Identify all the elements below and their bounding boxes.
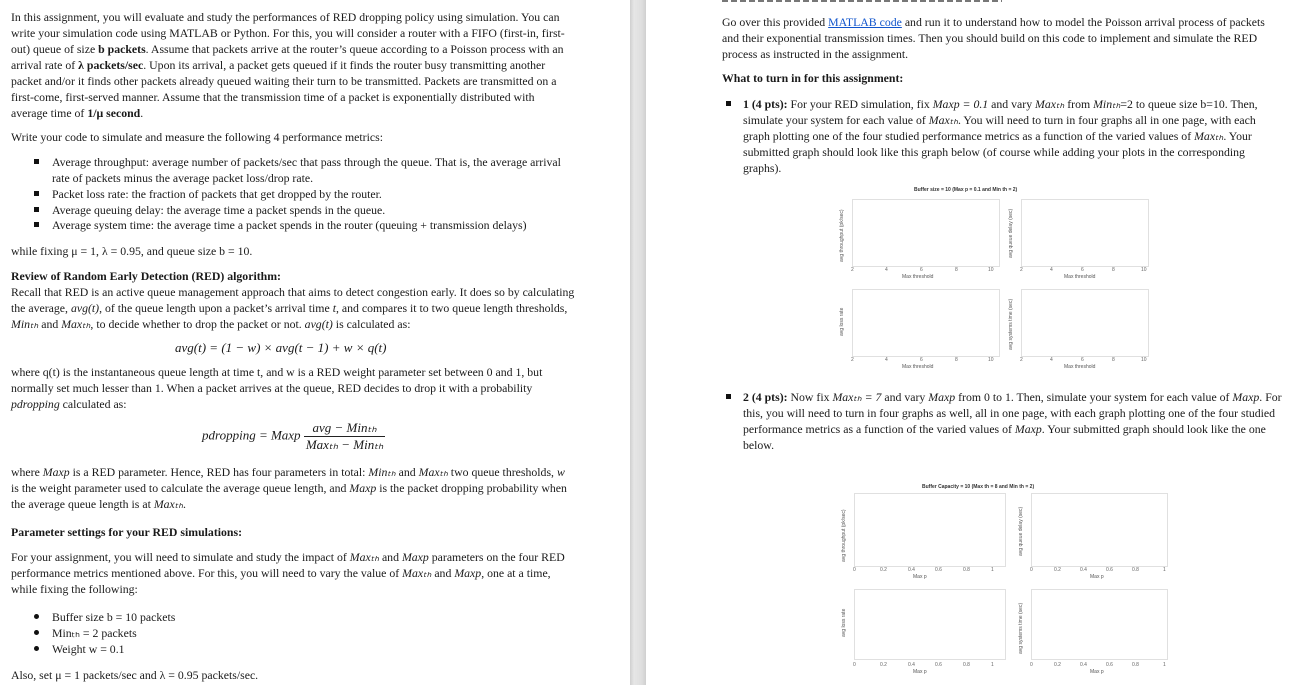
cut-off-top-line: [722, 0, 1002, 2]
item1-paragraph: 1 (4 pts): For your RED simulation, fix Maxp = 0.1 and vary Maxₜₕ from Minₜₕ=2 to queue size b=10. Then, simulate your system for each value of Maxₜₕ. You will need to turn in four graphs all in one page, with each graph plotting one of the four studied performance metrics as a function of the varied values of Maxₜₕ. Your submitted graph should look like this graph below (of course while adding your plots in the corresponding graphs).: [743, 97, 1258, 175]
chart1-xtick: 4: [885, 267, 888, 273]
turn-in-heading: What to turn in for this assignment:: [722, 71, 904, 85]
chart2-xtick: 0: [1030, 662, 1033, 668]
chart2-xtick: 0.4: [908, 662, 915, 668]
bullet-icon: [34, 614, 39, 619]
chart2-ylabel-throughput: avg throughput (pk/sec): [841, 509, 847, 562]
chart2-xlabel: Max p: [913, 669, 927, 675]
metric-item: Average system time: the average time a packet spends in the router (queuing + transmission delays): [52, 218, 527, 232]
chart2-xtick: 0.8: [1132, 567, 1139, 573]
metric-item: Packet loss rate: the fraction of packets that get dropped by the router.: [52, 187, 382, 201]
also-set-text: Also, set μ = 1 packets/sec and λ = 0.95 packets/sec.: [11, 668, 259, 682]
chart1-ylabel-system-time: avg systems time (sec): [1008, 298, 1014, 350]
chart1-xtick: 2: [1020, 267, 1023, 273]
chart2-xtick: 0.6: [935, 662, 942, 668]
right-page: [646, 0, 1305, 685]
fixing-text: while fixing μ = 1, λ = 0.95, and queue size b = 10.: [11, 244, 253, 258]
avg-equation: avg(t) = (1 − w) × avg(t − 1) + w × q(t): [175, 340, 387, 355]
fixed-param-item: Minₜₕ = 2 packets: [52, 626, 137, 640]
bullet-icon: [726, 101, 731, 106]
chart2-xtick: 0: [853, 662, 856, 668]
bullet-icon: [726, 394, 731, 399]
chart1-xtick: 8: [955, 357, 958, 363]
chart1-panel-queue-delay: [1021, 199, 1149, 267]
bullet-icon: [34, 222, 39, 227]
chart2-xtick: 0.2: [1054, 662, 1061, 668]
chart1-xlabel: Max threshold: [1064, 364, 1096, 370]
chart2-xtick: 0.6: [935, 567, 942, 573]
bullet-icon: [34, 191, 39, 196]
chart2-xtick: 0.4: [1080, 662, 1087, 668]
chart2-ylabel-loss-rate: avg loss rate: [841, 608, 847, 637]
fixed-param-item: Buffer size b = 10 packets: [52, 610, 176, 624]
chart1-xtick: 10: [1141, 357, 1147, 363]
chart2-xtick: 0.6: [1106, 662, 1113, 668]
chart2-panel-throughput: [854, 493, 1006, 567]
chart1-ylabel-throughput: avg throughput (pk/sec): [839, 209, 845, 262]
chart1-xtick: 2: [851, 357, 854, 363]
chart1-xtick: 8: [955, 267, 958, 273]
chart2-xtick: 0.2: [1054, 567, 1061, 573]
where-q-paragraph: where q(t) is the instantaneous queue length at time t, and w is a RED weight parameter set between 0 and 1, but normally set much lesser than 1. When a packet arrives at the queue, RED decides to drop it with a probability pdropping calculated as:: [11, 365, 543, 411]
left-page: [0, 0, 630, 685]
chart1-panel-throughput: [852, 199, 1000, 267]
param-heading: Parameter settings for your RED simulations:: [11, 525, 243, 539]
bullet-icon: [34, 630, 39, 635]
where-maxp-paragraph: where Maxp is a RED parameter. Hence, RED has four parameters in total: Minₜₕ and Maxₜₕ two queue thresholds, w is the weight parameter used to calculate the average queue length, and Maxp is the packet dropping probability when the average queue length is at Maxₜₕ.: [11, 465, 567, 511]
fixed-param-item: Weight w = 0.1: [52, 642, 125, 656]
chart1-panel-loss-rate: [852, 289, 1000, 357]
chart2-xtick: 0.2: [880, 662, 887, 668]
chart1-xtick: 10: [1141, 267, 1147, 273]
chart1-xtick: 6: [920, 357, 923, 363]
chart1-xtick: 6: [1081, 267, 1084, 273]
chart2-xlabel: Max p: [1090, 574, 1104, 580]
chart2-xtick: 0.4: [908, 567, 915, 573]
chart1-xtick: 8: [1112, 267, 1115, 273]
item2-paragraph: 2 (4 pts): Now fix Maxₜₕ = 7 and vary Maxp from 0 to 1. Then, simulate your system for each value of Maxp. For this, you will need to turn in four graphs as well, all in one page, with each graph plotting one of the four studied performance metrics as a function of the varied values of Maxp. Your submitted graph should look like the one below.: [743, 390, 1282, 452]
chart2-xtick: 0: [1030, 567, 1033, 573]
chart2-panel-loss-rate: [854, 589, 1006, 660]
chart2-xlabel: Max p: [1090, 669, 1104, 675]
chart2-xlabel: Max p: [913, 574, 927, 580]
chart2-xtick: 0.8: [1132, 662, 1139, 668]
chart2-xtick: 0.4: [1080, 567, 1087, 573]
chart1-xtick: 10: [988, 357, 994, 363]
intro-paragraph: In this assignment, you will evaluate and study the performances of RED dropping policy using simulation. You can write your simulation code using MATLAB or Python. For this, you will consider a router with a FIFO (first-in, first-out) queue of size b packets. Assume that packets arrive at the router’s queue according to a Poisson process with an arrival rate of λ packets/sec. Upon its arrival, a packet gets queued if it finds the router busy transmitting another packet and/or it finds other packets already queued waiting their turn to be transmitted. Packets are transmitted on a first-come, first-served manner. Assume that the transmission time of a packet is exponentially distributed with average time of 1/μ second.: [11, 10, 565, 120]
chart2-ylabel-system-time: avg systems time (sec): [1018, 602, 1024, 654]
chart1-xlabel: Max threshold: [1064, 274, 1096, 280]
right-intro-paragraph: Go over this provided MATLAB code and run it to understand how to model the Poisson arrival process of packets and their exponential transmission times. Then you should build on this code to implement and simulate the RED process as instructed in the assignment.: [722, 15, 1265, 61]
chart2-ylabel-queue-delay: avg queue delay (sec): [1018, 506, 1024, 556]
chart1-xtick: 6: [1081, 357, 1084, 363]
page-gutter: [630, 0, 646, 685]
chart1-xtick: 4: [1050, 267, 1053, 273]
chart1-xtick: 8: [1112, 357, 1115, 363]
param-paragraph: For your assignment, you will need to simulate and study the impact of Maxₜₕ and Maxp parameters on the four RED performance metrics mentioned above. For this, you will need to vary the value of Maxₜₕ and Maxp, one at a time, while fixing the following:: [11, 550, 565, 596]
metric-item: Average queuing delay: the average time a packet spends in the queue.: [52, 203, 386, 217]
metric-item: Average throughput: average number of packets/sec that pass through the queue. That is, the average arrival rate of packets minus the average packet loss/drop rate.: [52, 155, 561, 185]
dropping-equation: pdropping = Maxp $\frac{\text{avg − Minₜₕ}}{\text{Maxₜₕ − Minₜₕ}}$: [202, 420, 384, 452]
chart1-xtick: 6: [920, 267, 923, 273]
chart1-xlabel: Max threshold: [902, 274, 934, 280]
chart1-xtick: 4: [1050, 357, 1053, 363]
chart1-ylabel-queue-delay: avg queue delay (sec): [1008, 208, 1014, 258]
chart2-xtick: 1: [1163, 567, 1166, 573]
review-paragraph: Recall that RED is an active queue management approach that aims to detect congestion early. It does so by calculating the average, avg(t), of the queue length upon a packet’s arrival time t, and compares it to two queue length thresholds, Minₜₕ and Maxₜₕ, to decide whether to drop the packet or not. avg(t) is calculated as:: [11, 285, 575, 331]
chart2-xtick: 1: [991, 662, 994, 668]
review-heading: Review of Random Early Detection (RED) algorithm:: [11, 269, 281, 283]
chart2-xtick: 1: [1163, 662, 1166, 668]
chart2-panel-system-time: [1031, 589, 1168, 660]
chart1-title: Buffer size = 10 (Max p = 0.1 and Min th = 2): [914, 187, 1018, 193]
bullet-icon: [34, 646, 39, 651]
bullet-icon: [34, 207, 39, 212]
chart2-xtick: 1: [991, 567, 994, 573]
chart1-panel-system-time: [1021, 289, 1149, 357]
chart2-title: Buffer Capacity = 10 (Max th = 8 and Min th = 2): [922, 484, 1035, 490]
chart1-xtick: 4: [885, 357, 888, 363]
matlab-code-link[interactable]: MATLAB code: [828, 15, 902, 29]
bullet-icon: [34, 159, 39, 164]
chart1-xtick: 2: [1020, 357, 1023, 363]
chart1-xtick: 2: [851, 267, 854, 273]
chart2-xtick: 0.6: [1106, 567, 1113, 573]
chart1-ylabel-loss-rate: avg loss rate: [839, 307, 845, 336]
chart2-xtick: 0: [853, 567, 856, 573]
chart1-xlabel: Max threshold: [902, 364, 934, 370]
chart2-xtick: 0.8: [963, 567, 970, 573]
chart2-panel-queue-delay: [1031, 493, 1168, 567]
chart2-xtick: 0.8: [963, 662, 970, 668]
chart1-xtick: 10: [988, 267, 994, 273]
write-code-text: Write your code to simulate and measure the following 4 performance metrics:: [11, 130, 383, 144]
chart2-xtick: 0.2: [880, 567, 887, 573]
